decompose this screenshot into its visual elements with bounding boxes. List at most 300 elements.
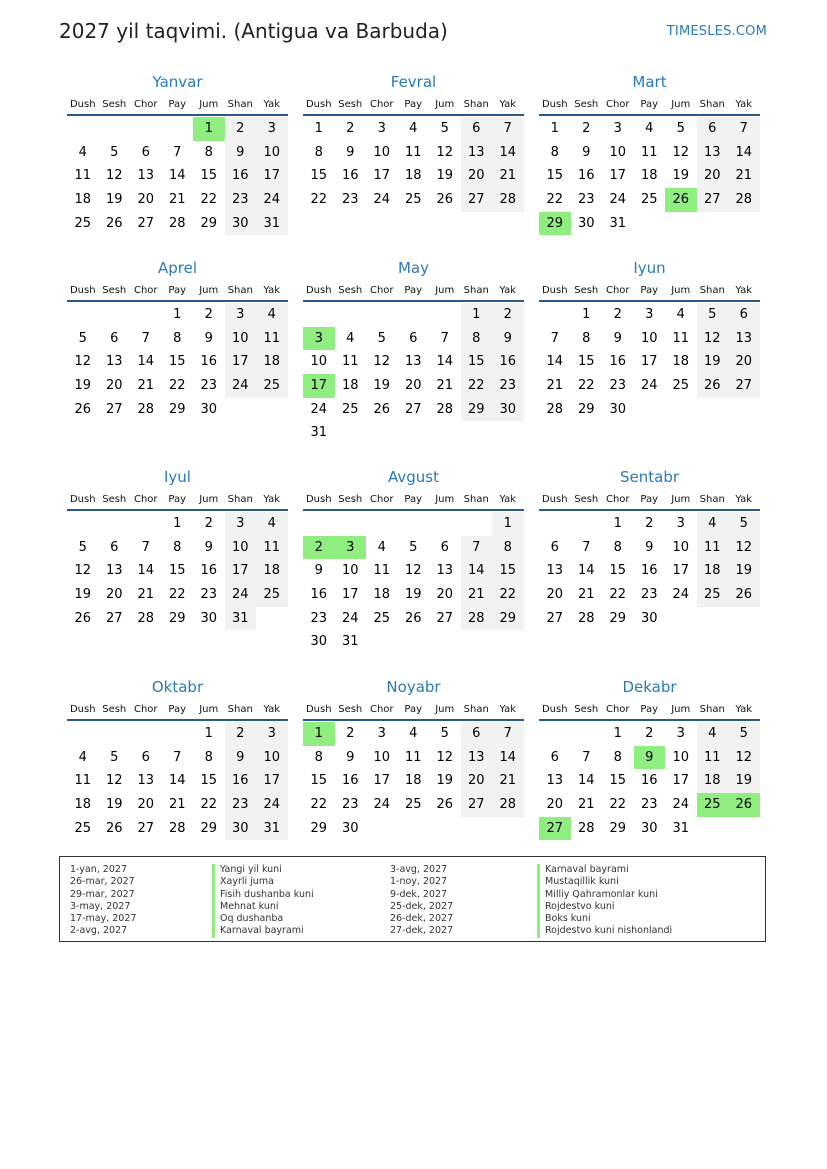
weekend-day: 20 bbox=[461, 769, 493, 793]
weekday-label: Chor bbox=[369, 494, 394, 505]
legend-entry: Boks kuni bbox=[537, 913, 672, 925]
day: 30 bbox=[341, 820, 359, 836]
weekend-day: 28 bbox=[461, 607, 493, 631]
holiday-day: 26 bbox=[665, 188, 697, 212]
page-title: 2027 yil taqvimi. (Antigua va Barbuda) bbox=[59, 19, 448, 43]
day: 25 bbox=[640, 192, 658, 208]
weekday-header bbox=[67, 96, 288, 116]
day: 4 bbox=[409, 726, 418, 741]
weekday-label: Jum bbox=[435, 99, 455, 110]
day: 15 bbox=[200, 168, 218, 184]
weekday-label: Sesh bbox=[102, 99, 127, 110]
weekday-label: Dush bbox=[305, 704, 332, 715]
weekend-day: 11 bbox=[697, 536, 729, 560]
weekend-day: 21 bbox=[492, 769, 524, 793]
month-oktabr bbox=[67, 677, 288, 840]
weekend-day: 25 bbox=[256, 374, 288, 398]
day: 14 bbox=[577, 563, 595, 579]
day: 13 bbox=[137, 773, 155, 789]
weekend-day: 8 bbox=[461, 327, 493, 351]
weekday-label: Sesh bbox=[338, 99, 363, 110]
day: 11 bbox=[404, 749, 422, 765]
day: 25 bbox=[74, 215, 92, 231]
day: 1 bbox=[582, 307, 591, 322]
weekday-label: Jum bbox=[435, 704, 455, 715]
empty-cell bbox=[571, 722, 603, 746]
day: 13 bbox=[105, 563, 123, 579]
weekend-day: 28 bbox=[492, 188, 524, 212]
day: 21 bbox=[436, 378, 454, 394]
empty-cell bbox=[130, 303, 162, 327]
day: 29 bbox=[609, 610, 627, 626]
day: 29 bbox=[168, 610, 186, 626]
day: 3 bbox=[676, 516, 685, 531]
weekend-day: 13 bbox=[697, 141, 729, 165]
weekend-day: 3 bbox=[225, 512, 257, 536]
day: 9 bbox=[346, 749, 355, 765]
weekday-label: Jum bbox=[199, 99, 219, 110]
day: 29 bbox=[609, 820, 627, 836]
legend-entry: Oq dushanba bbox=[212, 913, 314, 925]
holiday-day: 27 bbox=[539, 817, 571, 841]
day: 19 bbox=[74, 378, 92, 394]
empty-cell bbox=[130, 117, 162, 141]
empty-cell bbox=[67, 117, 99, 141]
day: 31 bbox=[310, 425, 328, 441]
month-aprel bbox=[67, 258, 288, 421]
empty-cell bbox=[539, 512, 571, 536]
weekday-label: Dush bbox=[305, 494, 332, 505]
empty-cell bbox=[398, 512, 430, 536]
month-name: Aprel bbox=[157, 259, 198, 277]
empty-cell bbox=[398, 303, 430, 327]
day: 17 bbox=[609, 168, 627, 184]
weekend-day: 2 bbox=[225, 722, 257, 746]
day: 26 bbox=[105, 820, 123, 836]
day: 9 bbox=[346, 144, 355, 160]
day: 12 bbox=[436, 144, 454, 160]
weekend-day: 12 bbox=[697, 327, 729, 351]
weekend-day: 13 bbox=[461, 746, 493, 770]
day: 1 bbox=[173, 516, 182, 531]
day: 8 bbox=[582, 330, 591, 346]
day: 12 bbox=[672, 144, 690, 160]
weekend-day: 20 bbox=[728, 350, 760, 374]
weekday-header bbox=[539, 282, 760, 302]
day: 17 bbox=[373, 168, 391, 184]
day: 23 bbox=[310, 610, 328, 626]
day-grid bbox=[303, 117, 524, 212]
day: 5 bbox=[676, 121, 685, 136]
weekday-header bbox=[67, 491, 288, 511]
weekday-label: Shan bbox=[463, 99, 489, 110]
day-grid bbox=[539, 117, 760, 235]
month-dekabr bbox=[539, 677, 760, 840]
weekday-label: Shan bbox=[699, 494, 725, 505]
month-name: Fevral bbox=[390, 73, 437, 91]
weekday-label: Sesh bbox=[338, 494, 363, 505]
weekend-day: 2 bbox=[225, 117, 257, 141]
empty-cell bbox=[162, 722, 194, 746]
weekend-day: 6 bbox=[728, 303, 760, 327]
day: 28 bbox=[168, 820, 186, 836]
holiday-day: 3 bbox=[335, 536, 367, 560]
weekend-day: 29 bbox=[461, 398, 493, 422]
month-fevral bbox=[303, 72, 524, 212]
weekend-day: 16 bbox=[225, 769, 257, 793]
day: 17 bbox=[341, 587, 359, 603]
day: 1 bbox=[173, 307, 182, 322]
weekday-label: Shan bbox=[699, 99, 725, 110]
month-iyun bbox=[539, 258, 760, 421]
day: 6 bbox=[550, 749, 559, 765]
day: 5 bbox=[440, 726, 449, 741]
day: 23 bbox=[640, 587, 658, 603]
day: 6 bbox=[110, 539, 119, 555]
holiday-day: 25 bbox=[697, 793, 729, 817]
day: 22 bbox=[546, 192, 564, 208]
day: 16 bbox=[200, 563, 218, 579]
weekday-label: Jum bbox=[671, 704, 691, 715]
day: 17 bbox=[672, 773, 690, 789]
weekend-day: 14 bbox=[728, 141, 760, 165]
weekday-label: Pay bbox=[168, 99, 187, 110]
weekday-label: Chor bbox=[133, 704, 158, 715]
empty-cell bbox=[335, 512, 367, 536]
weekend-day: 27 bbox=[728, 374, 760, 398]
weekend-day: 17 bbox=[225, 559, 257, 583]
weekday-label: Chor bbox=[605, 99, 630, 110]
day: 14 bbox=[577, 773, 595, 789]
weekend-day: 27 bbox=[461, 793, 493, 817]
day: 2 bbox=[346, 121, 355, 136]
holiday-day: 26 bbox=[728, 793, 760, 817]
weekend-day: 10 bbox=[225, 327, 257, 351]
day: 23 bbox=[341, 192, 359, 208]
weekend-day: 31 bbox=[225, 607, 257, 631]
day-grid bbox=[539, 512, 760, 630]
day: 23 bbox=[609, 378, 627, 394]
weekend-day: 30 bbox=[225, 817, 257, 841]
month-name: Sentabr bbox=[619, 468, 680, 486]
day: 5 bbox=[78, 539, 87, 555]
weekend-day: 23 bbox=[225, 793, 257, 817]
day: 24 bbox=[609, 192, 627, 208]
weekday-label: Chor bbox=[369, 704, 394, 715]
day: 28 bbox=[546, 401, 564, 417]
day: 10 bbox=[341, 563, 359, 579]
day: 21 bbox=[168, 192, 186, 208]
day: 23 bbox=[640, 797, 658, 813]
day: 26 bbox=[436, 797, 454, 813]
day: 26 bbox=[105, 215, 123, 231]
day: 9 bbox=[204, 539, 213, 555]
weekday-label: Yak bbox=[735, 494, 753, 505]
day: 11 bbox=[640, 144, 658, 160]
weekend-day: 20 bbox=[461, 164, 493, 188]
legend-dates-col1 bbox=[70, 864, 136, 938]
weekday-header bbox=[303, 701, 524, 721]
day: 22 bbox=[168, 378, 186, 394]
legend-entry: 3-may, 2027 bbox=[70, 900, 131, 912]
month-name: Iyul bbox=[164, 468, 191, 486]
month-may bbox=[303, 258, 524, 445]
day: 8 bbox=[173, 330, 182, 346]
weekend-day: 16 bbox=[492, 350, 524, 374]
day: 16 bbox=[577, 168, 595, 184]
weekday-label: Chor bbox=[369, 285, 394, 296]
day: 1 bbox=[613, 726, 622, 741]
weekend-day: 3 bbox=[256, 722, 288, 746]
weekend-day: 30 bbox=[225, 212, 257, 236]
day: 16 bbox=[310, 587, 328, 603]
day: 18 bbox=[640, 168, 658, 184]
weekday-label: Pay bbox=[404, 494, 423, 505]
weekend-day: 17 bbox=[256, 164, 288, 188]
holiday-day: 9 bbox=[634, 746, 666, 770]
weekend-day: 18 bbox=[697, 769, 729, 793]
day: 21 bbox=[137, 378, 155, 394]
weekday-label: Pay bbox=[404, 99, 423, 110]
legend-entry: 9-dek, 2027 bbox=[390, 888, 448, 900]
weekday-label: Pay bbox=[168, 494, 187, 505]
day: 25 bbox=[404, 797, 422, 813]
day: 3 bbox=[676, 726, 685, 741]
day: 12 bbox=[74, 354, 92, 370]
day: 20 bbox=[546, 587, 564, 603]
empty-cell bbox=[461, 512, 493, 536]
legend-names-col1 bbox=[212, 864, 314, 938]
day: 10 bbox=[373, 144, 391, 160]
empty-cell bbox=[99, 722, 131, 746]
legend-names-col2 bbox=[537, 864, 672, 938]
weekend-day: 7 bbox=[492, 117, 524, 141]
day: 1 bbox=[314, 121, 323, 136]
day: 26 bbox=[436, 192, 454, 208]
empty-cell bbox=[335, 303, 367, 327]
weekend-day: 5 bbox=[728, 722, 760, 746]
day: 29 bbox=[577, 401, 595, 417]
day: 5 bbox=[377, 330, 386, 346]
day: 17 bbox=[672, 563, 690, 579]
day: 5 bbox=[110, 749, 119, 765]
weekend-day: 12 bbox=[728, 536, 760, 560]
weekday-header bbox=[539, 701, 760, 721]
day: 7 bbox=[173, 144, 182, 160]
empty-cell bbox=[539, 303, 571, 327]
day: 18 bbox=[341, 378, 359, 394]
month-mart bbox=[539, 72, 760, 235]
day: 28 bbox=[137, 610, 155, 626]
weekday-header bbox=[539, 491, 760, 511]
weekend-day: 30 bbox=[492, 398, 524, 422]
legend-entry: Rojdestvo kuni bbox=[537, 901, 672, 913]
day: 15 bbox=[577, 354, 595, 370]
weekday-label: Shan bbox=[463, 704, 489, 715]
weekday-label: Dush bbox=[541, 704, 568, 715]
day: 10 bbox=[672, 539, 690, 555]
day: 28 bbox=[436, 401, 454, 417]
holiday-day: 1 bbox=[303, 722, 335, 746]
weekday-label: Pay bbox=[640, 704, 659, 715]
day: 5 bbox=[78, 330, 87, 346]
day: 13 bbox=[404, 354, 422, 370]
day: 22 bbox=[609, 797, 627, 813]
weekend-day: 14 bbox=[461, 559, 493, 583]
day: 4 bbox=[676, 307, 685, 322]
day: 10 bbox=[640, 330, 658, 346]
empty-cell bbox=[67, 512, 99, 536]
day: 12 bbox=[74, 563, 92, 579]
weekday-label: Sesh bbox=[574, 494, 599, 505]
empty-cell bbox=[67, 303, 99, 327]
weekday-label: Shan bbox=[463, 494, 489, 505]
weekend-day: 4 bbox=[697, 722, 729, 746]
day: 13 bbox=[105, 354, 123, 370]
weekday-label: Shan bbox=[227, 704, 253, 715]
site-link[interactable]: TIMESLES.COM bbox=[666, 24, 767, 39]
legend-entry: 1-yan, 2027 bbox=[70, 864, 127, 875]
empty-cell bbox=[99, 512, 131, 536]
day: 24 bbox=[672, 797, 690, 813]
day: 22 bbox=[168, 587, 186, 603]
day: 2 bbox=[645, 726, 654, 741]
weekend-day: 31 bbox=[256, 212, 288, 236]
day: 30 bbox=[200, 610, 218, 626]
day: 21 bbox=[577, 797, 595, 813]
day: 7 bbox=[141, 330, 150, 346]
legend-entry: 27-dek, 2027 bbox=[390, 925, 454, 937]
weekday-label: Shan bbox=[227, 494, 253, 505]
day: 12 bbox=[105, 168, 123, 184]
day: 17 bbox=[373, 773, 391, 789]
day: 3 bbox=[645, 307, 654, 322]
weekday-label: Jum bbox=[435, 285, 455, 296]
weekday-label: Dush bbox=[69, 494, 96, 505]
weekday-label: Yak bbox=[499, 285, 517, 296]
weekend-day: 27 bbox=[697, 188, 729, 212]
weekday-label: Jum bbox=[435, 494, 455, 505]
day: 18 bbox=[373, 587, 391, 603]
day: 15 bbox=[168, 563, 186, 579]
month-avgust bbox=[303, 467, 524, 654]
weekend-day: 4 bbox=[256, 512, 288, 536]
day: 20 bbox=[137, 797, 155, 813]
day: 15 bbox=[609, 563, 627, 579]
weekend-day: 18 bbox=[697, 559, 729, 583]
day: 2 bbox=[204, 307, 213, 322]
weekend-day: 12 bbox=[728, 746, 760, 770]
day: 8 bbox=[204, 749, 213, 765]
day: 25 bbox=[373, 610, 391, 626]
day: 9 bbox=[204, 330, 213, 346]
weekday-label: Shan bbox=[227, 99, 253, 110]
day: 1 bbox=[613, 516, 622, 531]
day: 16 bbox=[341, 168, 359, 184]
day: 17 bbox=[640, 354, 658, 370]
weekday-header bbox=[303, 491, 524, 511]
weekend-day: 21 bbox=[728, 164, 760, 188]
day: 6 bbox=[110, 330, 119, 346]
day: 10 bbox=[609, 144, 627, 160]
day: 11 bbox=[74, 168, 92, 184]
day: 24 bbox=[310, 401, 328, 417]
day: 27 bbox=[404, 401, 422, 417]
day: 26 bbox=[404, 610, 422, 626]
day: 6 bbox=[440, 539, 449, 555]
empty-cell bbox=[130, 722, 162, 746]
day: 27 bbox=[436, 610, 454, 626]
day: 30 bbox=[200, 401, 218, 417]
day: 5 bbox=[110, 144, 119, 160]
holiday-day: 3 bbox=[303, 327, 335, 351]
weekday-label: Yak bbox=[263, 494, 281, 505]
weekend-day: 24 bbox=[256, 793, 288, 817]
empty-cell bbox=[67, 722, 99, 746]
weekend-day: 20 bbox=[697, 164, 729, 188]
month-sentabr bbox=[539, 467, 760, 630]
legend-entry: Mustaqillik kuni bbox=[537, 876, 672, 888]
day-grid bbox=[303, 722, 524, 840]
day: 20 bbox=[436, 587, 454, 603]
day: 4 bbox=[346, 330, 355, 346]
weekday-label: Yak bbox=[263, 99, 281, 110]
day: 9 bbox=[613, 330, 622, 346]
day: 30 bbox=[310, 634, 328, 650]
weekend-day: 23 bbox=[225, 188, 257, 212]
day: 2 bbox=[645, 516, 654, 531]
weekend-day: 24 bbox=[225, 583, 257, 607]
legend-entry: 17-may, 2027 bbox=[70, 913, 137, 925]
day: 3 bbox=[377, 121, 386, 136]
day: 7 bbox=[582, 539, 591, 555]
day: 10 bbox=[310, 354, 328, 370]
weekend-day: 9 bbox=[492, 327, 524, 351]
weekday-label: Jum bbox=[199, 494, 219, 505]
weekday-label: Sesh bbox=[102, 285, 127, 296]
weekend-day: 14 bbox=[492, 746, 524, 770]
weekend-day: 19 bbox=[728, 559, 760, 583]
day: 19 bbox=[404, 587, 422, 603]
legend-entry: 1-noy, 2027 bbox=[390, 876, 448, 888]
weekday-label: Yak bbox=[735, 285, 753, 296]
month-noyabr bbox=[303, 677, 524, 840]
day: 14 bbox=[168, 773, 186, 789]
day: 8 bbox=[550, 144, 559, 160]
weekday-label: Dush bbox=[305, 285, 332, 296]
weekend-day: 1 bbox=[492, 512, 524, 536]
weekday-label: Pay bbox=[168, 704, 187, 715]
day: 30 bbox=[640, 820, 658, 836]
day-grid bbox=[67, 722, 288, 840]
empty-cell bbox=[303, 512, 335, 536]
day: 12 bbox=[436, 749, 454, 765]
weekend-day: 1 bbox=[461, 303, 493, 327]
day: 13 bbox=[546, 773, 564, 789]
weekday-label: Dush bbox=[69, 285, 96, 296]
day: 7 bbox=[582, 749, 591, 765]
weekend-day: 25 bbox=[256, 583, 288, 607]
day: 15 bbox=[200, 773, 218, 789]
day: 4 bbox=[645, 121, 654, 136]
holiday-day: 1 bbox=[193, 117, 225, 141]
weekend-day: 4 bbox=[697, 512, 729, 536]
legend-entry: 25-dek, 2027 bbox=[390, 900, 454, 912]
day: 11 bbox=[373, 563, 391, 579]
weekday-header bbox=[67, 282, 288, 302]
weekend-day: 7 bbox=[728, 117, 760, 141]
weekday-label: Sesh bbox=[574, 704, 599, 715]
